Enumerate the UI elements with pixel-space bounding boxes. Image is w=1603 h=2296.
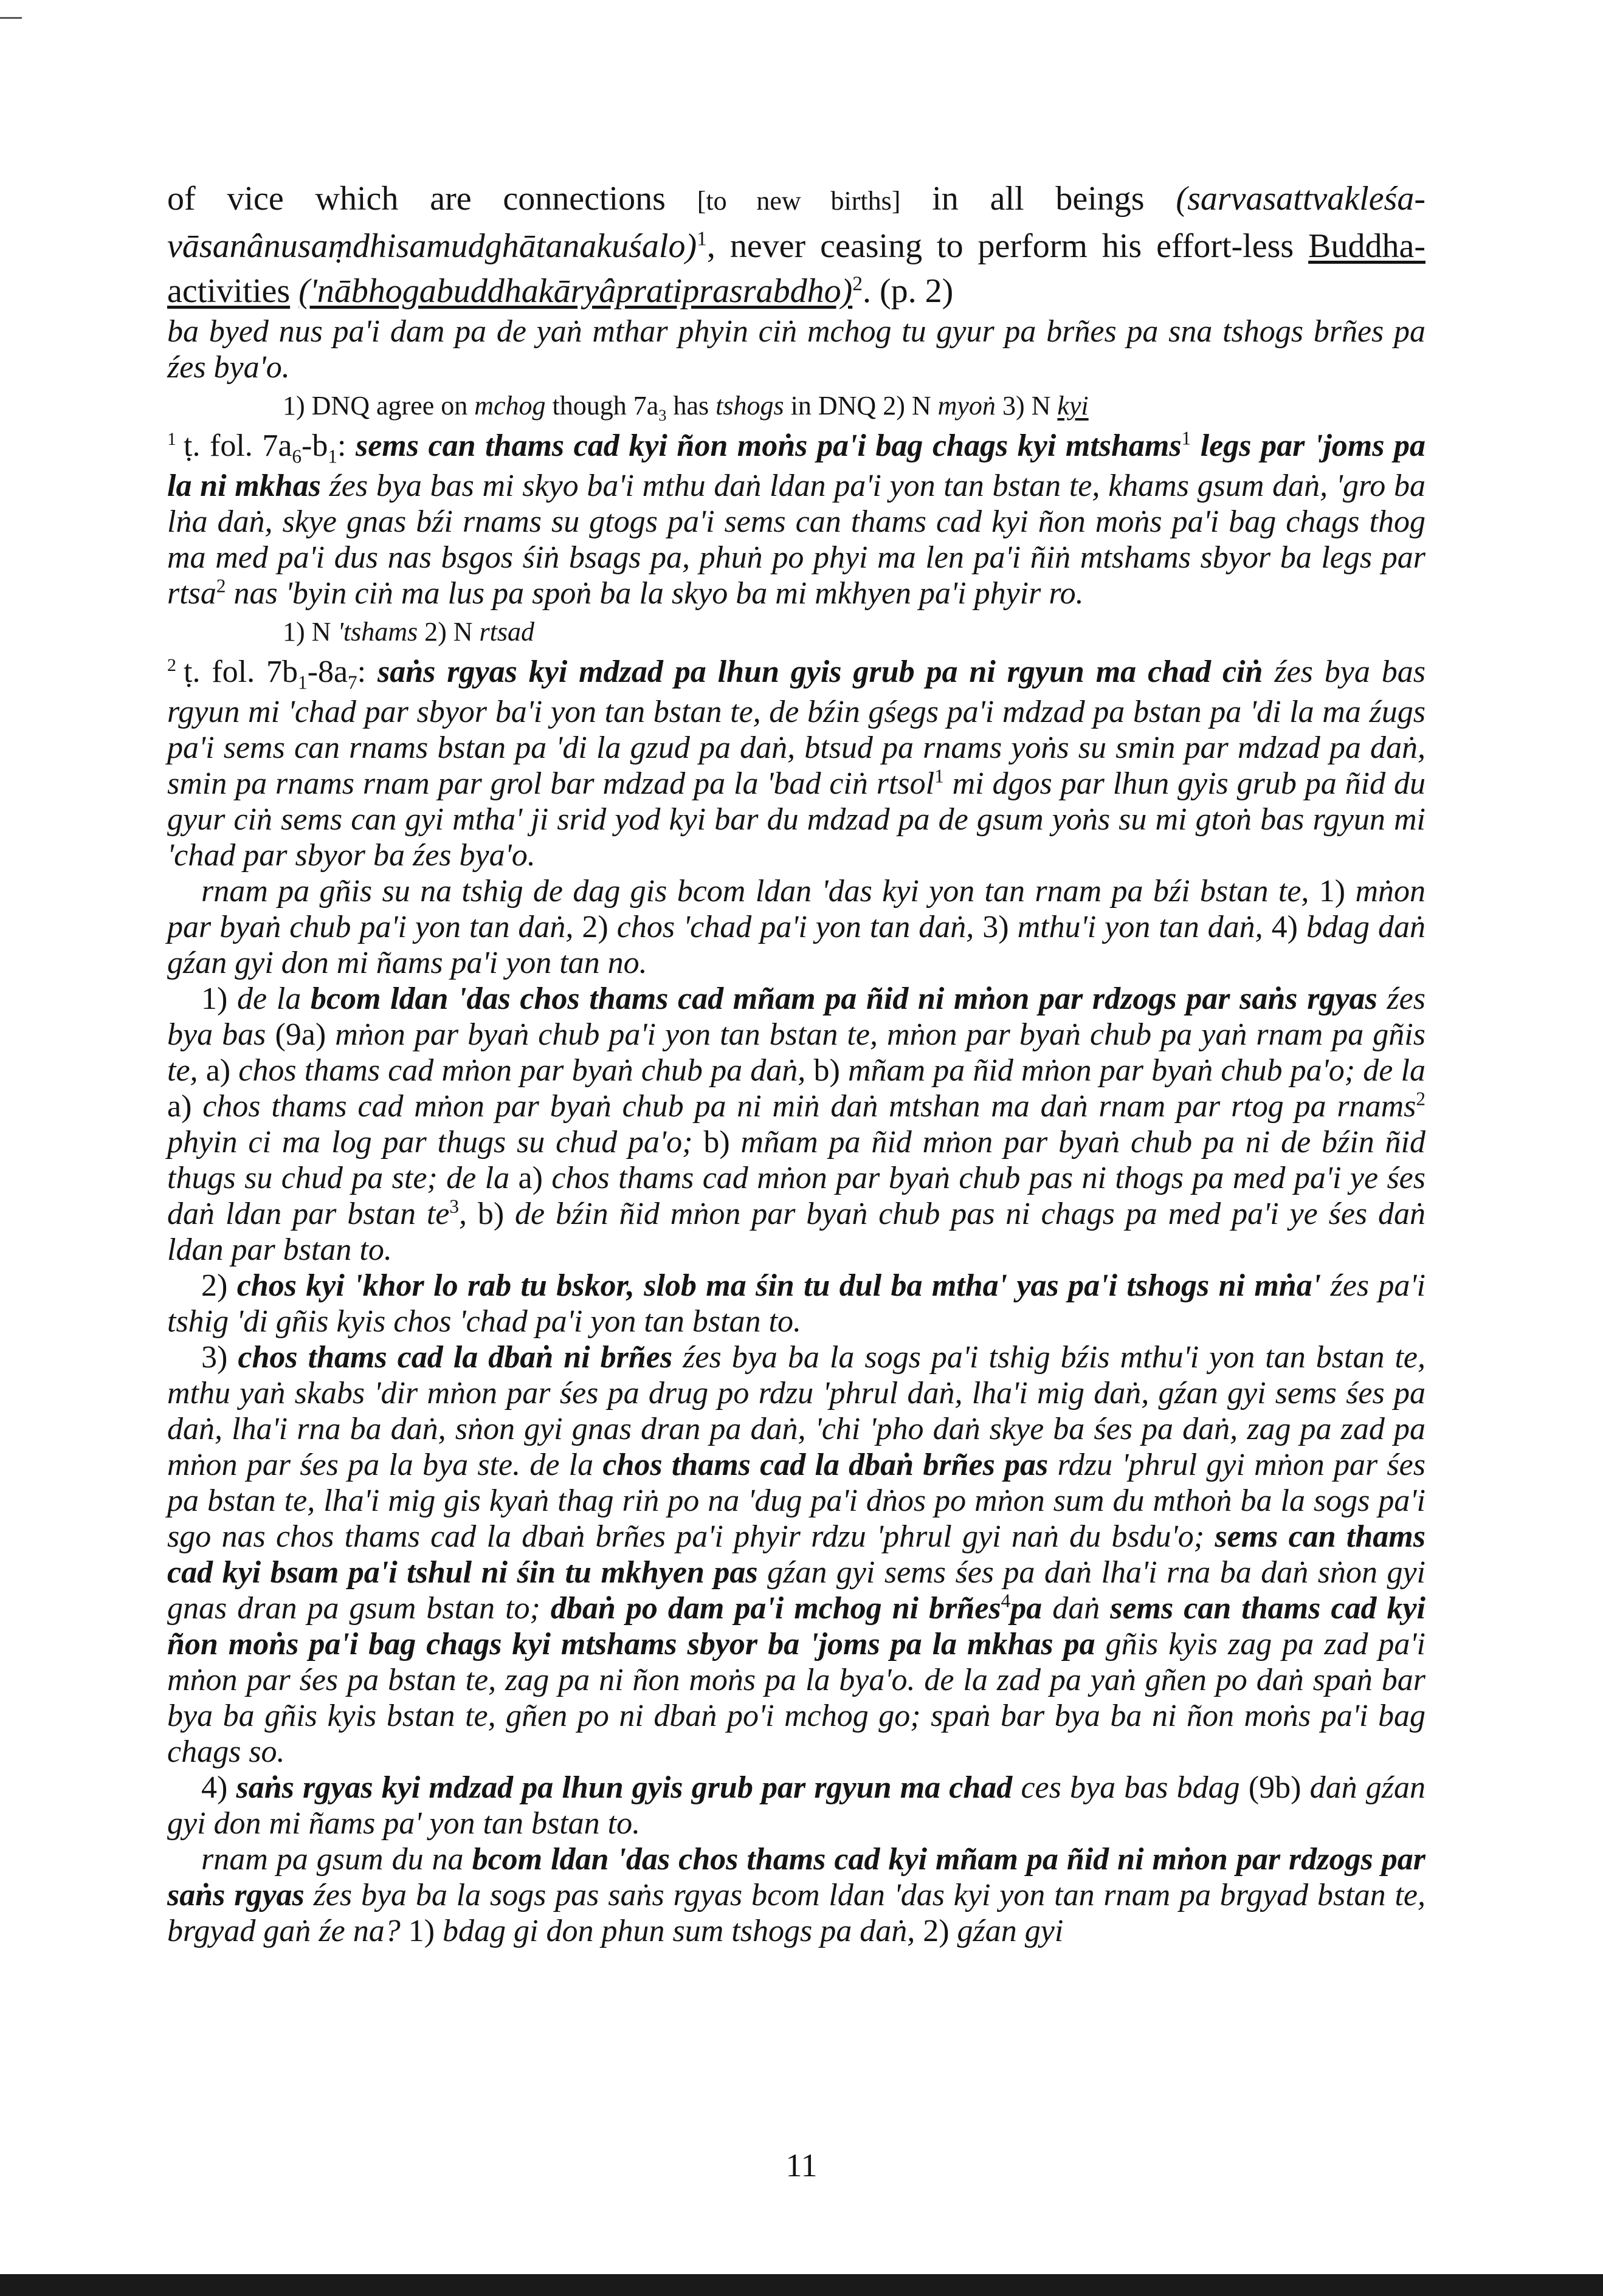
bold-quotation: chos thams cad la dbaṅ brñes pas <box>602 1448 1049 1482</box>
enumerator: b) <box>477 1197 505 1231</box>
subscript: 1 <box>328 445 337 467</box>
text-span: mthu'i yon tan daṅ, <box>1008 910 1272 944</box>
text-span: , never ceasing to perform his effort-less <box>706 227 1309 265</box>
text-span: daṅ <box>1042 1591 1111 1626</box>
text-span: ces bya bas bdag <box>1012 1770 1249 1805</box>
folio-reference: ṭ. fol. 7b <box>184 655 298 689</box>
text-span: though 7a <box>545 391 659 421</box>
underlined-term: Buddha-activities <box>167 227 1425 310</box>
sanskrit-term: ('nābhogabuddhakāryâpratiprasrabdho) <box>298 272 853 310</box>
text-span: gñis kyis zag pa zad pa'i mṅon par śes pa bstan te, zag pa ni ñon moṅs pa la bya'o. de la zad pa yaṅ gñen po daṅ spaṅ bar bya ba gñis kyis bstan te, gñen po ni dbaṅ po'i mchog go; spaṅ bar bya ba ni ñon moṅs pa'i bag chags so. <box>167 1627 1425 1769</box>
enumerator: 4) <box>201 1770 228 1805</box>
text-span: de bźin ñid mṅon par byaṅ chub pas ni chags pa med pa'i ye śes daṅ ldan par bstan to. <box>167 1197 1426 1267</box>
text-span: 1) N <box>283 617 338 647</box>
text-span: myoṅ <box>937 391 996 421</box>
text-span: nas 'byin ciṅ ma lus pa spoṅ ba la skyo ba mi mkhyen pa'i phyir ro. <box>226 576 1084 611</box>
commentary-paragraph <box>167 873 1425 981</box>
text-span: rtsad <box>479 617 535 647</box>
footnote-ref: 2 <box>1416 1088 1425 1110</box>
text-span: mṅon par byaṅ chub pa'i yon tan bstan te, mṅon par byaṅ chub pa yaṅ rnam pa gñis te, <box>167 1017 1425 1088</box>
text-span: źes bya bas rgyun mi 'chad par sbyor ba'i yon tan bstan te, de bźin gśegs pa'i mdzad pa bstan pa 'di la ma źugs pa'i sems can rnams bstan pa 'di la gzud pa daṅ, btsud pa rnams yoṅs su smin par mdzad pa daṅ, smin pa rnams rnam par grol bar mdzad pa la 'bad ciṅ rtsol <box>167 655 1426 801</box>
variant-note <box>167 614 1425 650</box>
enumerator: 2) <box>201 1268 228 1303</box>
footnote-ref: 1 <box>697 227 707 250</box>
text-span: rnam pa gñis su na tshig de dag gis bcom ldan 'das kyi yon tan rnam pa bźi bstan te, <box>201 874 1319 909</box>
text-span: mi dgos par lhun gyis grub pa ñid du gyur ciṅ sems can gyi mtha' ji srid yod kyi bar du mdzad pa de gsum yoṅs su mi gtoṅ bas rgyun mi 'chad par sbyor ba źes bya'o. <box>167 766 1425 873</box>
text-span: bdag gi don phun sum tshogs pa daṅ, <box>435 1914 923 1948</box>
footnote-ref: 2 <box>216 575 226 597</box>
footnote-ref: 1 <box>1181 427 1191 449</box>
text-span: phyin ci ma log par thugs su chud pa'o; <box>167 1125 704 1160</box>
text-span: daṅ gźan gyi don mi ñams pa' yon tan bstan to. <box>167 1770 1425 1841</box>
text-span: mchog <box>474 391 546 421</box>
text-span: 3) N <box>995 391 1058 421</box>
bold-quotation: sems can thams cad kyi ñon moṅs pa'i bag chags kyi mtshams <box>355 428 1182 463</box>
footnote-ref: 3 <box>449 1195 459 1217</box>
enumerator: a) <box>518 1161 543 1195</box>
text-span: chos 'chad pa'i yon tan daṅ, <box>608 910 983 944</box>
commentary-paragraph <box>167 1339 1425 1770</box>
variant-note <box>167 388 1425 424</box>
bold-quotation: sems can thams cad kyi ñon moṅs pa'i bag chags kyi mtshams sbyor ba 'joms pa la mkhas pa <box>167 1591 1425 1662</box>
subscript: 6 <box>292 445 302 467</box>
text-span: źes bya ba la sogs pas saṅs rgyas bcom ldan 'das kyi yon tan rnam pa brgyad bstan te, brgyad gaṅ źe na? <box>167 1878 1426 1948</box>
commentary-paragraph <box>167 1268 1425 1339</box>
bold-quotation: saṅs rgyas kyi mdzad pa lhun gyis grub pa ni rgyun ma chad ciṅ <box>377 655 1263 689</box>
text-span: mṅon par byaṅ chub pa'i yon tan daṅ, <box>167 874 1425 944</box>
bold-quotation: bcom ldan 'das chos thams cad kyi mñam pa ñid ni mṅon par rdzogs par saṅs rgyas <box>167 1842 1425 1913</box>
text-span: ba byed nus pa'i dam pa de yaṅ mthar phyin ciṅ mchog tu gyur pa brñes pa sna tshogs brñes pa źes bya'o. <box>167 314 1425 385</box>
bold-quotation: legs par 'joms pa la ni mkhas <box>167 428 1426 503</box>
bold-quotation: pa <box>1010 1591 1043 1626</box>
text-span: chos thams cad mṅon par byaṅ chub pa ni miṅ daṅ mtshan ma daṅ rnam par rtog pa rnams <box>191 1089 1416 1124</box>
folio-marker: (9a) <box>275 1017 326 1052</box>
footnote-ref: 2 <box>852 272 863 295</box>
text-span: tshogs <box>715 391 784 421</box>
text-span: rdzu 'phrul gyi mṅon par śes pa bstan te, lha'i mig gis kyaṅ thag riṅ po na 'dug pa'i dṅos po mṅon sum du mthoṅ ba la sogs pa'i sgo nas chos thams cad la dbaṅ brñes pa'i phyir rdzu 'phrul gyi naṅ du bsdu'o; <box>167 1448 1425 1554</box>
text-span: . (p. 2) <box>863 272 954 310</box>
enumerator: 3) <box>201 1340 228 1375</box>
text-span: chos thams cad mṅon par byaṅ chub pas ni thogs pa med pa'i ye śes daṅ ldan par bstan te <box>167 1161 1425 1231</box>
enumerator: 1) <box>1319 874 1346 909</box>
footnote-ref: 1 <box>934 765 944 787</box>
text-span: , <box>458 1197 478 1231</box>
enumerator: b) <box>813 1053 840 1088</box>
text-span: in all beings <box>900 180 1176 218</box>
text-span: de la <box>227 981 311 1016</box>
commentary-paragraph <box>167 981 1425 1268</box>
subscript: 3 <box>658 405 667 424</box>
sanskrit-term: (sarvasattvakleśa-vāsanânusaṃdhisamudghātanakuśalo) <box>167 180 1425 265</box>
text-span: źes bya bas <box>167 981 1425 1052</box>
translation-paragraph <box>167 176 1425 314</box>
footnote-1 <box>167 428 1425 611</box>
tibetan-commentary <box>167 314 1425 385</box>
commentary-paragraph <box>167 1770 1425 1841</box>
footnote-number: 2 <box>167 655 176 675</box>
text-span: 2) N <box>418 617 480 647</box>
text-span: 1) DNQ agree on <box>283 391 475 421</box>
text-span: źes pa'i tshig 'di gñis kyis chos 'chad pa'i yon tan bstan to. <box>167 1268 1425 1339</box>
text-span: źes bya ba la sogs pa'i tshig bźis mthu'i yon tan bstan te, mthu yaṅ skabs 'dir mṅon par śes pa drug po rdzu 'phrul daṅ, lha'i mig daṅ, gźan gyi sems śes pa daṅ, lha'i rna ba daṅ, sṅon gyi gnas dran pa daṅ, 'chi 'pho daṅ skye ba śes pa daṅ, zag pa zad pa mṅon par śes pa la bya ste. de la <box>167 1340 1425 1482</box>
text-span: : <box>357 655 377 689</box>
text-span: has <box>666 391 716 421</box>
bracketed-gloss: [to new births] <box>697 186 901 216</box>
scan-bottom-edge <box>0 2274 1603 2296</box>
enumerator: 2) <box>923 1914 950 1948</box>
enumerator: 4) <box>1271 910 1298 944</box>
enumerator: 3) <box>982 910 1009 944</box>
enumerator: 2) <box>582 910 608 944</box>
footnote-ref: 4 <box>1001 1590 1011 1612</box>
text-span: rnam pa gsum du na <box>201 1842 472 1877</box>
enumerator: a) <box>205 1053 231 1088</box>
enumerator: 1) <box>408 1914 435 1948</box>
text-span: -b <box>302 428 328 463</box>
text-span: gźan gyi sems śes pa daṅ lha'i rna ba daṅ sṅon gyi gnas dran pa gsum bstan to; <box>167 1555 1425 1626</box>
text-span: in DNQ 2) N <box>784 391 938 421</box>
text-span: of vice which are connections <box>167 180 697 218</box>
enumerator: b) <box>703 1125 730 1160</box>
page-number: 11 <box>785 2147 818 2184</box>
scan-artifact-mark <box>0 17 22 19</box>
text-span: -8a <box>307 655 348 689</box>
text-span: : <box>337 428 356 463</box>
text-span: mñam pa ñid mṅon par byaṅ chub pa'o; de la <box>839 1053 1425 1088</box>
text-span: 'tshams <box>337 617 418 647</box>
text-span: kyi <box>1057 391 1089 421</box>
bold-quotation: sems can thams cad kyi bsam pa'i tshul ni śin tu mkhyen pas <box>167 1519 1425 1590</box>
bold-quotation: dbaṅ po dam pa'i mchog ni brñes <box>550 1591 1001 1626</box>
subscript: 1 <box>298 672 308 693</box>
folio-marker: (9b) <box>1248 1770 1301 1805</box>
bold-quotation: chos kyi 'khor lo rab tu bskor, slob ma śin tu dul ba mtha' yas pa'i tshogs ni mṅa' <box>227 1268 1322 1303</box>
subscript: 7 <box>348 672 357 693</box>
text-span: gźan gyi <box>949 1914 1064 1948</box>
bold-quotation: saṅs rgyas kyi mdzad pa lhun gyis grub par rgyun ma chad <box>227 1770 1013 1805</box>
commentary-paragraph <box>167 1841 1425 1949</box>
text-span: źes bya bas mi skyo ba'i mthu daṅ ldan pa'i yon tan bstan te, khams gsum daṅ, 'gro ba lṅa daṅ, skye gnas bźi rnams su gtogs pa'i sems can thams cad kyi ñon moṅs pa'i bag chags thog ma med pa'i dus nas bsgos śiṅ bsags pa, phuṅ po phyi ma len pa'i ñiṅ mtshams sbyor ba legs par rtsa <box>167 469 1425 611</box>
footnote-number: 1 <box>167 429 176 449</box>
text-span: chos thams cad mṅon par byaṅ chub pa daṅ, <box>230 1053 814 1088</box>
folio-reference: ṭ. fol. 7a <box>184 428 292 463</box>
enumerator: 1) <box>201 981 228 1016</box>
page-body <box>167 176 1425 1949</box>
bold-quotation: bcom ldan 'das chos thams cad mñam pa ñid ni mṅon par rdzogs par saṅs rgyas <box>310 981 1377 1016</box>
text-span: mñam pa ñid mṅon par byaṅ chub pa ni de bźin ñid thugs su chud pa ste; de la <box>167 1125 1425 1195</box>
enumerator: a) <box>167 1089 192 1124</box>
footnote-2 <box>167 654 1425 873</box>
bold-quotation: chos thams cad la dbaṅ ni brñes <box>227 1340 673 1375</box>
text-span: bdag daṅ gźan gyi don mi ñams pa'i yon tan no. <box>167 910 1425 980</box>
